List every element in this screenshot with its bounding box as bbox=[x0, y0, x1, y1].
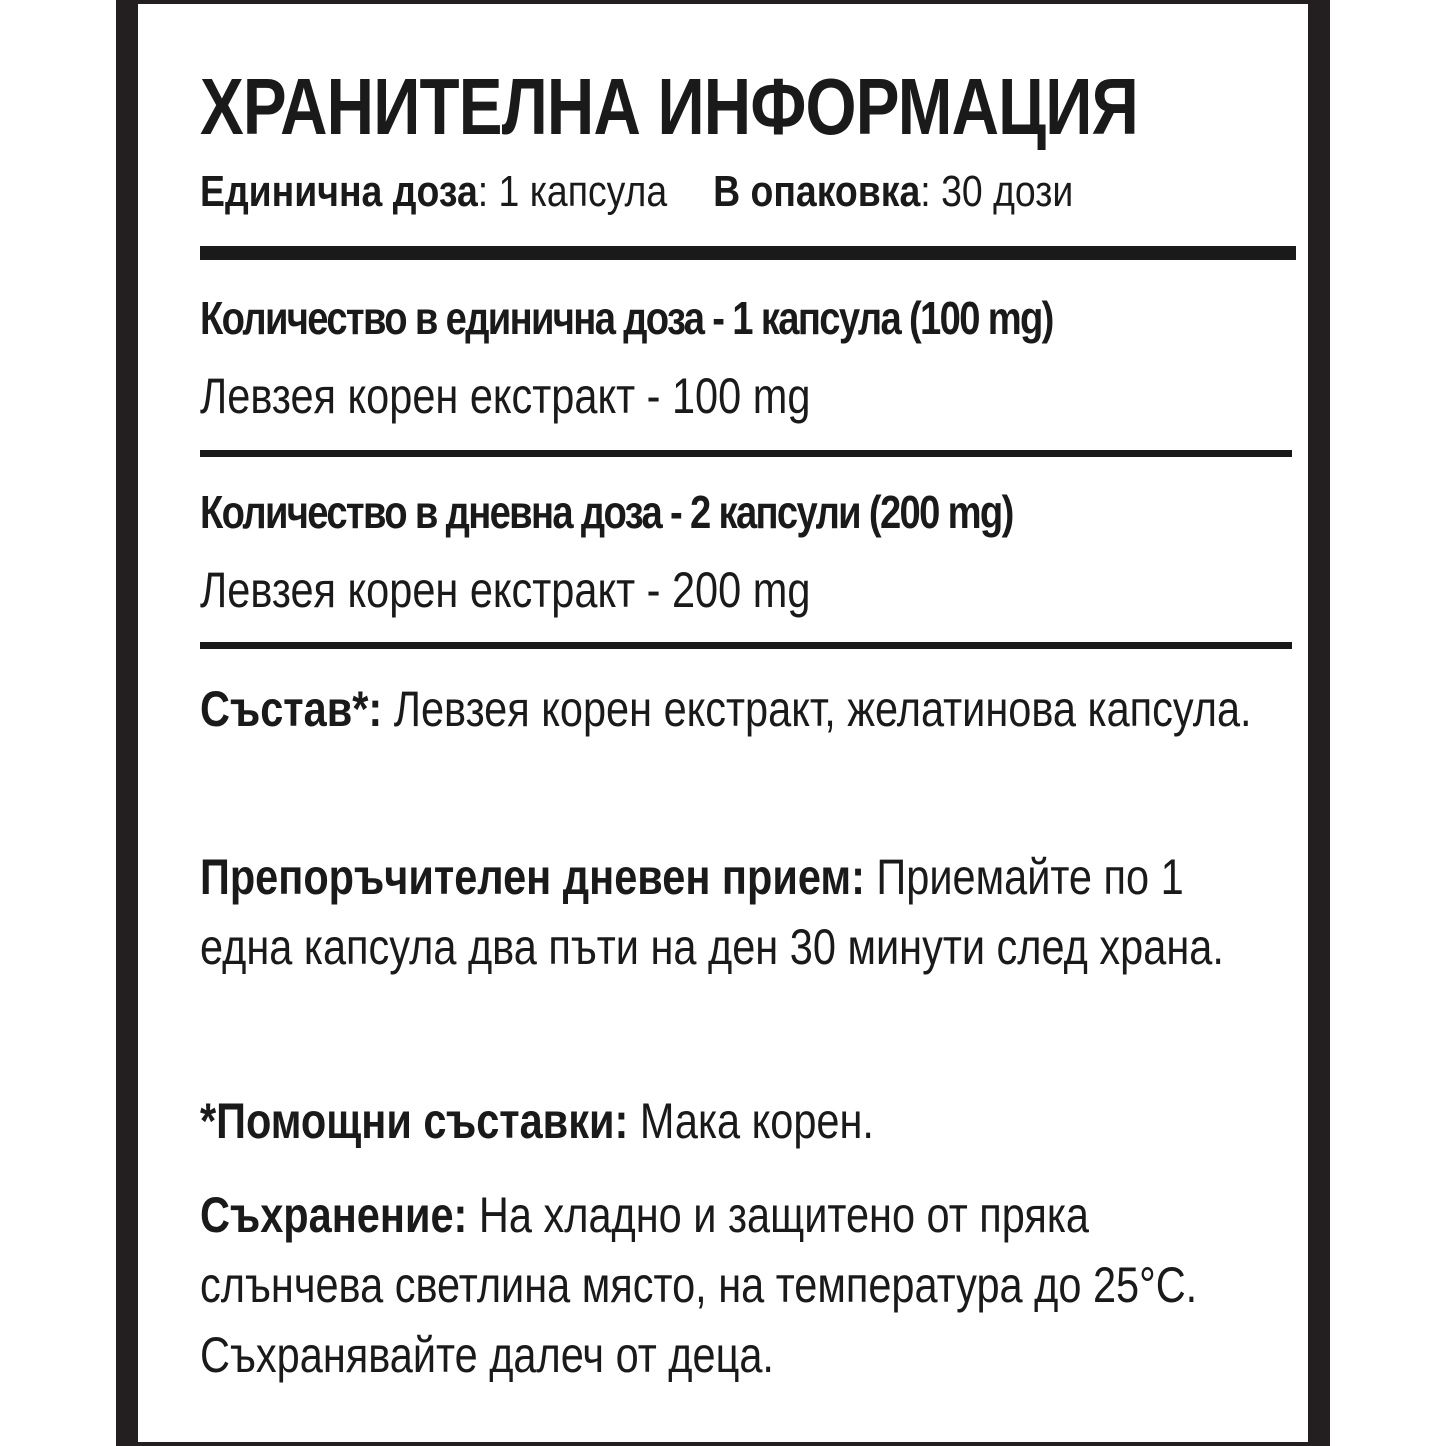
recommended-intake-text: Приемайте по 1 една капсула два пъти на ден 30 минути след храна. bbox=[200, 849, 1224, 975]
auxiliary-ingredients-text: Мака корен. bbox=[628, 1093, 874, 1149]
storage-label: Съхранение: bbox=[200, 1187, 468, 1243]
storage-text: На хладно и защитено от пряка слънчева светлина място, на температура до 25°C. Съхранявайте далеч от деца. bbox=[200, 1187, 1198, 1383]
servings-per-pack-value: : 30 дози bbox=[920, 167, 1074, 216]
serving-size-label: Единична доза bbox=[200, 167, 478, 216]
composition-label: Състав*: bbox=[200, 681, 383, 737]
composition-text: Левзея корен екстракт, желатинова капсула. bbox=[382, 681, 1252, 737]
servings-per-pack-label: В опаковка bbox=[713, 167, 921, 216]
nutrition-label-frame bbox=[116, 0, 1330, 1446]
divider-thin bbox=[200, 450, 1292, 457]
recommended-intake-paragraph bbox=[200, 842, 1271, 982]
storage-paragraph bbox=[200, 1180, 1271, 1390]
auxiliary-ingredients-label: *Помощни съставки: bbox=[200, 1093, 629, 1149]
label-title: ХРАНИТЕЛНА ИНФОРМАЦИЯ bbox=[200, 62, 1138, 151]
composition-paragraph bbox=[200, 674, 1271, 744]
daily-dose-ingredient: Левзея корен екстракт - 200 mg bbox=[200, 562, 811, 618]
divider-thick bbox=[200, 246, 1296, 260]
serving-size-value: : 1 капсула bbox=[477, 167, 668, 216]
recommended-intake-label: Препоръчителен дневен прием: bbox=[200, 849, 865, 905]
single-dose-ingredient: Левзея корен екстракт - 100 mg bbox=[200, 368, 811, 424]
divider-thin bbox=[200, 642, 1292, 649]
auxiliary-ingredients-paragraph bbox=[200, 1086, 1271, 1156]
single-dose-heading: Количество в единична доза - 1 капсула (100 mg) bbox=[200, 292, 1053, 344]
daily-dose-heading: Количество в дневна доза - 2 капсули (200 mg) bbox=[200, 486, 1013, 538]
serving-info-row bbox=[200, 164, 1073, 220]
